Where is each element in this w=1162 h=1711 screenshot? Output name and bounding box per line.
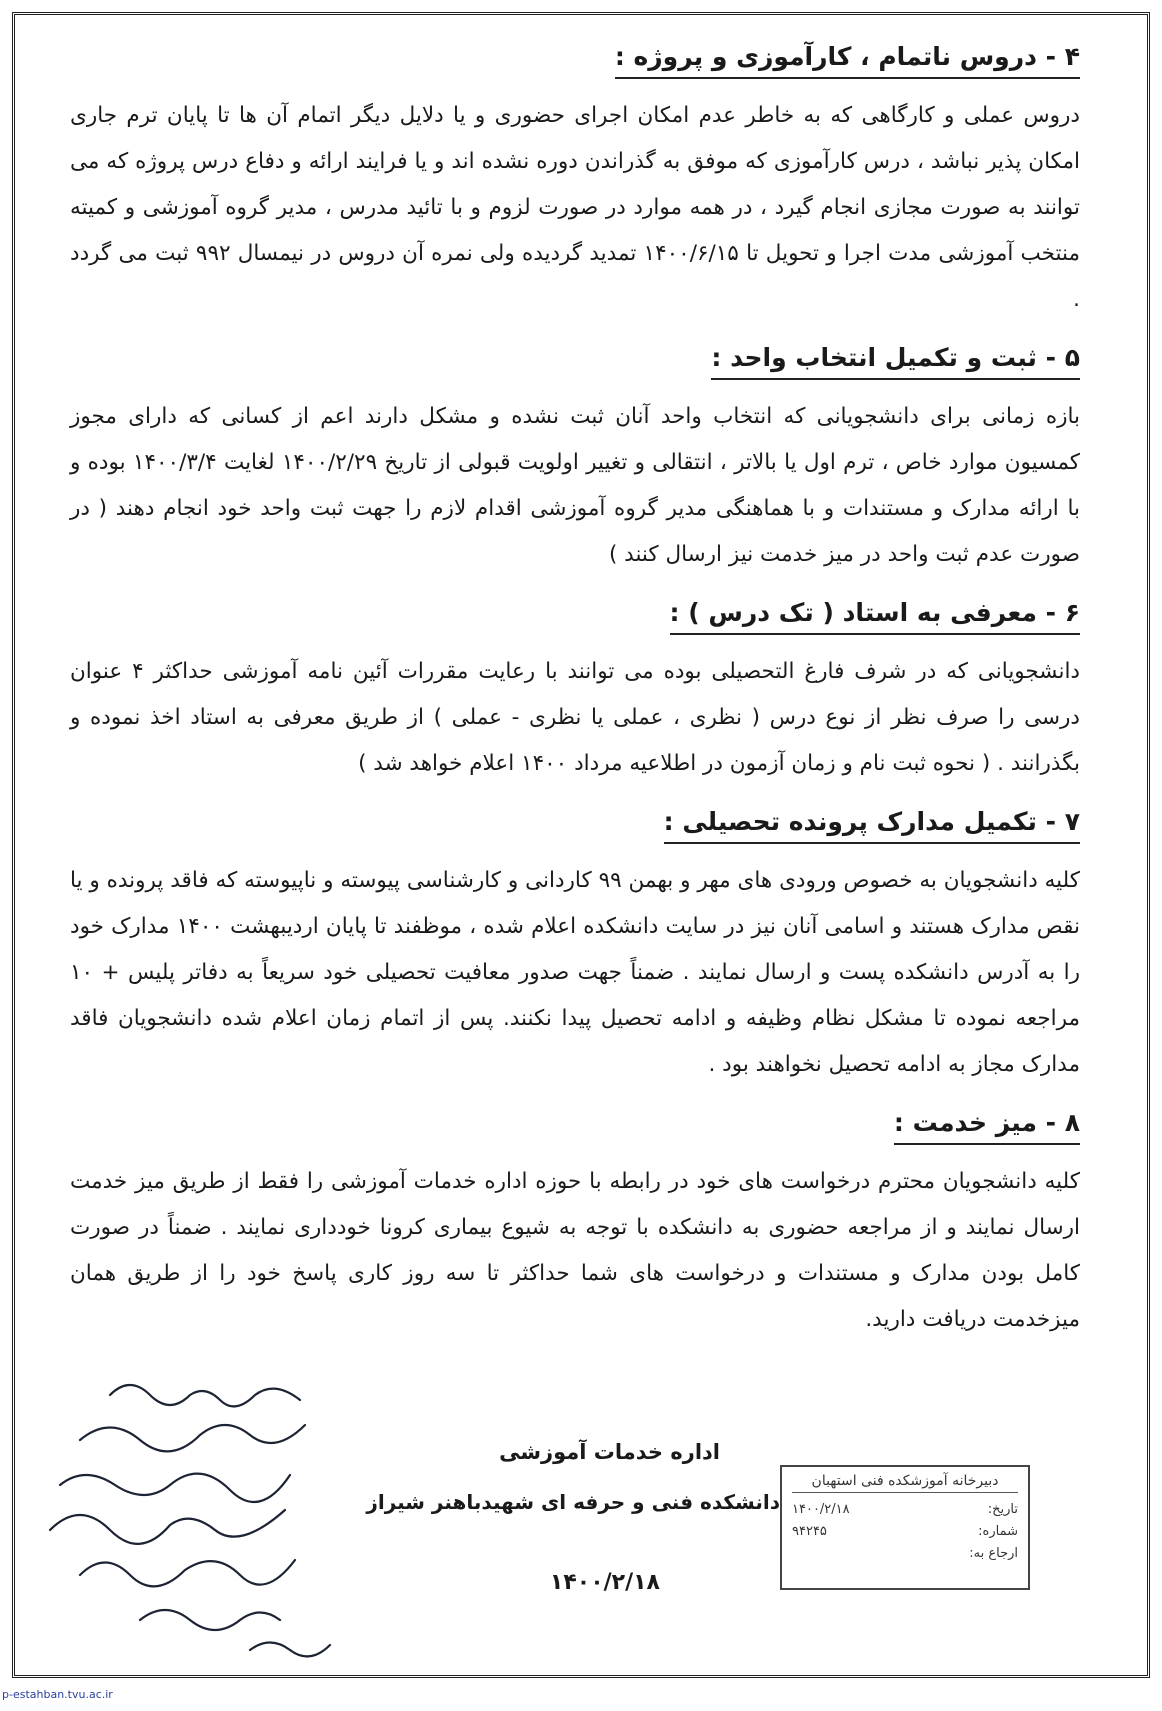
section-7: [70, 805, 1080, 1088]
letter-date: ۱۴۰۰/۲/۱۸: [549, 1570, 660, 1595]
handwritten-notes-icon: [20, 1360, 420, 1670]
stamp-attach-label: ارجاع به:: [969, 1546, 1018, 1561]
stamp-number-row: [792, 1521, 1018, 1543]
stamp-date-value: ۱۴۰۰/۲/۱۸: [792, 1502, 850, 1517]
section-heading: ۷ - تکمیل مدارک پرونده تحصیلی :: [664, 805, 1080, 844]
stamp-number-label: شماره:: [978, 1524, 1018, 1539]
site-watermark: p-estahban.tvu.ac.ir: [2, 1688, 113, 1701]
stamp-attach-row: [792, 1543, 1018, 1565]
registry-stamp: [780, 1465, 1030, 1590]
document-body: [70, 40, 1080, 1361]
section-heading: ۵ - ثبت و تکمیل انتخاب واحد :: [711, 341, 1080, 380]
section-5: [70, 341, 1080, 578]
college-name: دانشکده فنی و حرفه ای شهیدباهنر شیراز: [366, 1490, 780, 1514]
section-heading: ۶ - معرفی به استاد ( تک درس ) :: [670, 596, 1080, 635]
office-name: اداره خدمات آموزشی: [499, 1440, 720, 1464]
section-heading: ۴ - دروس ناتمام ، کارآموزی و پروژه :: [615, 40, 1080, 79]
section-heading: ۸ - میز خدمت :: [894, 1106, 1080, 1145]
section-body: کلیه دانشجویان به خصوص ورودی های مهر و بهمن ۹۹ کاردانی و کارشناسی پیوسته و ناپیوسته که فاقد پرونده و یا نقص مدارک هستند و اسامی آنان نیز در سایت دانشکده اعلام شده ، موظفند تا پایان اردیبهشت ۱۴۰۰ مدارک خود را به آدرس دانشکده پست و ارسال نمایند . ضمناً جهت صدور معافیت تحصیلی خود سریعاً به دفاتر پلیس + ۱۰ مراجعه نموده تا مشکل نظام وظیفه و ادامه تحصیل پیدا نکنند. پس از اتمام زمان اعلام شده دانشجویان فاقد مدارک مجاز به ادامه تحصیل نخواهند بود .: [70, 868, 1080, 1077]
section-body: دانشجویانی که در شرف فارغ التحصیلی بوده می توانند با رعایت مقررات آئین نامه آموزشی حداکثر ۴ عنوان درسی را صرف نظر از نوع درس ( نظری ، عملی یا نظری - عملی ) از طریق معرفی به استاد اخذ نموده و بگذرانند . ( نحوه ثبت نام و زمان آزمون در اطلاعیه مرداد ۱۴۰۰ اعلام خواهد شد ): [70, 659, 1080, 776]
section-body: کلیه دانشجویان محترم درخواست های خود در رابطه با حوزه اداره خدمات آموزشی را فقط از طریق میز خدمت ارسال نمایند و از مراجعه حضوری به دانشکده با توجه به شیوع بیماری کرونا خودداری نمایند . ضمناً در صورت کامل بودن مدارک و مستندات و درخواست های شما حداکثر تا سه روز کاری پاسخ خود را از طریق همان میزخدمت دریافت دارید.: [70, 1169, 1080, 1332]
section-body: بازه زمانی برای دانشجویانی که انتخاب واحد آنان ثبت نشده و مشکل دارند اعم از کسانی که دارای مجوز کمسیون موارد خاص ، ترم اول یا بالاتر ، انتقالی و تغییر اولویت قبولی از تاریخ ۱۴۰۰/۲/۲۹ لغایت ۱۴۰۰/۳/۴ بوده و با ارائه مدارک و مستندات و با هماهنگی مدیر گروه آموزشی اقدام لازم را جهت ثبت واحد خود انجام دهند ( در صورت عدم ثبت واحد در میز خدمت نیز ارسال کنند ): [70, 404, 1080, 567]
section-body: دروس عملی و کارگاهی که به خاطر عدم امکان اجرای حضوری و یا دلایل دیگر اتمام آن ها تا پایان ترم جاری امکان پذیر نباشد ، درس کارآموزی که موفق به گذراندن دوره نشده اند و یا فرایند ارائه و دفاع درس پروژه که می توانند به صورت مجازی انجام گیرد ، در همه موارد در صورت لزوم و با تائید مدرس ، مدیر گروه آموزشی و کمیته منتخب آموزشی مدت اجرا و تحویل تا ۱۴۰۰/۶/۱۵ تمدید گردیده ولی نمره آن دروس در نیمسال ۹۹۲ ثبت می گردد .: [70, 103, 1080, 312]
section-8: [70, 1106, 1080, 1343]
stamp-date-row: [792, 1499, 1018, 1521]
stamp-title: دبیرخانه آموزشکده فنی استهبان: [792, 1473, 1018, 1493]
section-6: [70, 596, 1080, 787]
stamp-date-label: تاریخ:: [987, 1502, 1018, 1517]
stamp-number-value: ۹۴۲۴۵: [792, 1524, 827, 1539]
section-4: [70, 40, 1080, 323]
